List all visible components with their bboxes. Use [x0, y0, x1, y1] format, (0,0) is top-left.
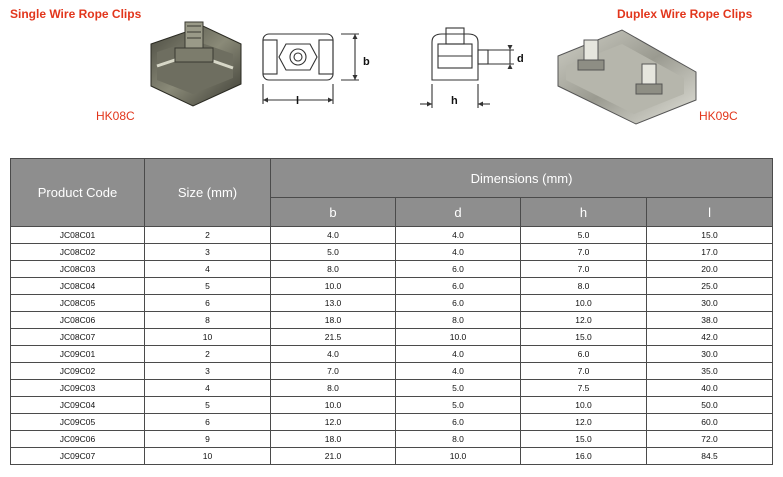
table-row: [11, 380, 773, 397]
duplex-clip-code: HK09C: [699, 109, 738, 123]
table-row: [11, 397, 773, 414]
cell-d: 10.0: [396, 448, 521, 465]
cell-h: 5.0: [521, 227, 647, 244]
cell-l: 60.0: [647, 414, 773, 431]
header-dimensions: Dimensions (mm): [271, 159, 773, 198]
cell-d: 6.0: [396, 278, 521, 295]
cell-d: 4.0: [396, 244, 521, 261]
cell-product-code: JC08C05: [11, 295, 145, 312]
dim-label-b: b: [363, 56, 370, 68]
cell-h: 16.0: [521, 448, 647, 465]
table-row: [11, 431, 773, 448]
cell-l: 25.0: [647, 278, 773, 295]
cell-d: 6.0: [396, 414, 521, 431]
cell-h: 15.0: [521, 431, 647, 448]
single-clip-title: Single Wire Rope Clips: [10, 7, 142, 21]
cell-d: 5.0: [396, 397, 521, 414]
cell-h: 8.0: [521, 278, 647, 295]
cell-size: 10: [145, 329, 271, 346]
cell-b: 10.0: [271, 397, 396, 414]
table-row: [11, 261, 773, 278]
cell-product-code: JC09C07: [11, 448, 145, 465]
cell-product-code: JC08C01: [11, 227, 145, 244]
cell-product-code: JC08C02: [11, 244, 145, 261]
cell-size: 9: [145, 431, 271, 448]
cell-b: 8.0: [271, 380, 396, 397]
table-row: [11, 346, 773, 363]
spec-table: [10, 158, 773, 465]
table-row: [11, 244, 773, 261]
cell-product-code: JC09C03: [11, 380, 145, 397]
cell-h: 12.0: [521, 414, 647, 431]
cell-size: 5: [145, 397, 271, 414]
cell-size: 10: [145, 448, 271, 465]
cell-l: 17.0: [647, 244, 773, 261]
cell-b: 18.0: [271, 431, 396, 448]
cell-d: 6.0: [396, 261, 521, 278]
single-clip-photo: [143, 14, 248, 109]
cell-b: 18.0: [271, 312, 396, 329]
header-h: h: [521, 198, 647, 227]
cell-l: 40.0: [647, 380, 773, 397]
cell-h: 7.0: [521, 363, 647, 380]
cell-l: 84.5: [647, 448, 773, 465]
cell-size: 4: [145, 380, 271, 397]
cell-h: 12.0: [521, 312, 647, 329]
table-row: [11, 227, 773, 244]
cell-l: 42.0: [647, 329, 773, 346]
cell-d: 4.0: [396, 363, 521, 380]
cell-l: 38.0: [647, 312, 773, 329]
side-view-drawing: [420, 24, 530, 116]
header-product-code: Product Code: [11, 159, 145, 227]
cell-h: 6.0: [521, 346, 647, 363]
dim-label-l: l: [296, 95, 300, 107]
cell-l: 35.0: [647, 363, 773, 380]
cell-b: 12.0: [271, 414, 396, 431]
dim-label-d: d: [517, 53, 524, 65]
header-b: b: [271, 198, 396, 227]
table-row: [11, 329, 773, 346]
cell-l: 30.0: [647, 346, 773, 363]
cell-d: 8.0: [396, 312, 521, 329]
cell-l: 20.0: [647, 261, 773, 278]
cell-d: 5.0: [396, 380, 521, 397]
cell-size: 3: [145, 244, 271, 261]
cell-product-code: JC08C03: [11, 261, 145, 278]
duplex-clip-title: Duplex Wire Rope Clips: [617, 7, 753, 21]
table-row: [11, 414, 773, 431]
cell-b: 4.0: [271, 346, 396, 363]
cell-h: 10.0: [521, 397, 647, 414]
cell-size: 5: [145, 278, 271, 295]
cell-d: 6.0: [396, 295, 521, 312]
cell-product-code: JC08C07: [11, 329, 145, 346]
header-size: Size (mm): [145, 159, 271, 227]
cell-b: 8.0: [271, 261, 396, 278]
single-clip-drawing: [255, 22, 380, 112]
cell-product-code: JC09C06: [11, 431, 145, 448]
table-row: [11, 363, 773, 380]
cell-d: 10.0: [396, 329, 521, 346]
table-row: [11, 278, 773, 295]
cell-d: 4.0: [396, 346, 521, 363]
cell-b: 10.0: [271, 278, 396, 295]
spec-table-body: [11, 227, 773, 465]
single-clip-code: HK08C: [96, 109, 135, 123]
table-row: [11, 312, 773, 329]
cell-h: 7.5: [521, 380, 647, 397]
header-d: d: [396, 198, 521, 227]
cell-h: 10.0: [521, 295, 647, 312]
cell-size: 8: [145, 312, 271, 329]
cell-h: 7.0: [521, 244, 647, 261]
cell-product-code: JC09C04: [11, 397, 145, 414]
table-row: [11, 295, 773, 312]
dim-label-h: h: [451, 95, 458, 107]
duplex-clip-photo: [552, 20, 702, 125]
cell-b: 21.0: [271, 448, 396, 465]
cell-d: 8.0: [396, 431, 521, 448]
cell-b: 21.5: [271, 329, 396, 346]
cell-product-code: JC08C04: [11, 278, 145, 295]
table-row: [11, 448, 773, 465]
cell-l: 72.0: [647, 431, 773, 448]
cell-b: 7.0: [271, 363, 396, 380]
cell-l: 30.0: [647, 295, 773, 312]
cell-b: 4.0: [271, 227, 396, 244]
cell-product-code: JC09C02: [11, 363, 145, 380]
cell-l: 15.0: [647, 227, 773, 244]
cell-l: 50.0: [647, 397, 773, 414]
header-l: l: [647, 198, 773, 227]
cell-size: 4: [145, 261, 271, 278]
cell-size: 3: [145, 363, 271, 380]
cell-h: 7.0: [521, 261, 647, 278]
cell-product-code: JC09C05: [11, 414, 145, 431]
cell-product-code: JC09C01: [11, 346, 145, 363]
cell-product-code: JC08C06: [11, 312, 145, 329]
cell-size: 2: [145, 227, 271, 244]
cell-d: 4.0: [396, 227, 521, 244]
cell-size: 6: [145, 414, 271, 431]
cell-size: 2: [145, 346, 271, 363]
cell-h: 15.0: [521, 329, 647, 346]
cell-b: 5.0: [271, 244, 396, 261]
cell-b: 13.0: [271, 295, 396, 312]
cell-size: 6: [145, 295, 271, 312]
